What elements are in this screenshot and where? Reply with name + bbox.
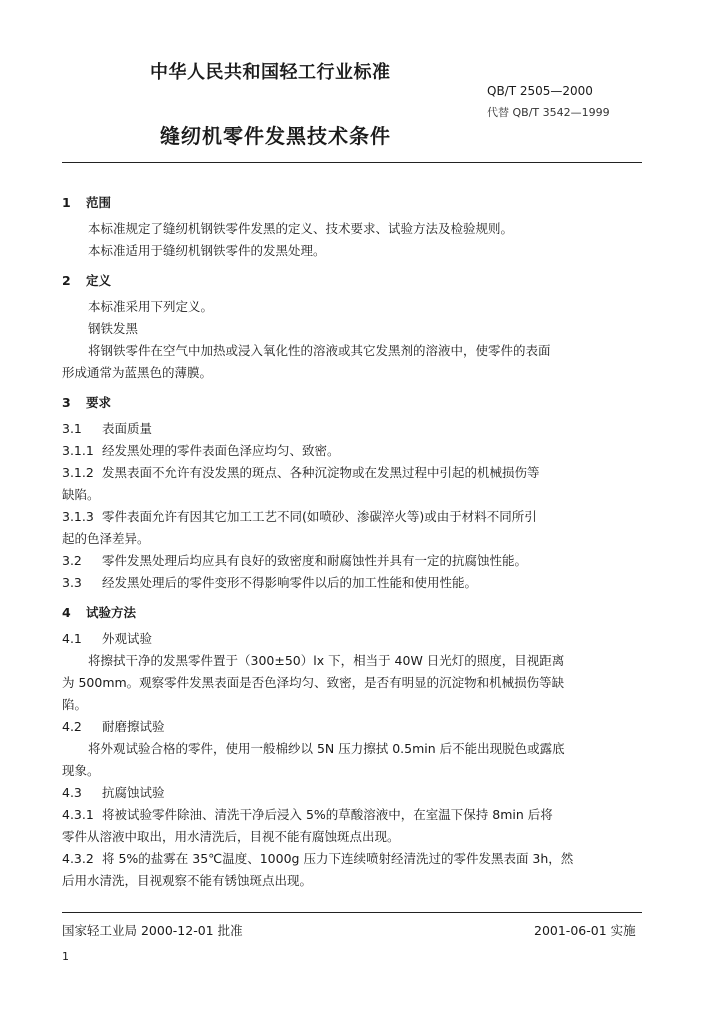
clause-continuation: 后用水清洗，目视观察不能有锈蚀斑点出现。 — [62, 873, 313, 888]
section-title: 定义 — [86, 273, 112, 288]
effective-date: 2001-06-01 实施 — [534, 923, 636, 938]
clause-3-2 — [62, 550, 642, 572]
clause-4-1 — [62, 628, 642, 650]
clause-number: 4.3 — [62, 785, 82, 800]
clause-4-3 — [62, 782, 642, 804]
clause-4-3-2 — [62, 848, 642, 870]
paragraph: 将钢铁零件在空气中加热或浸入氧化性的溶液或其它发黑剂的溶液中，使零件的表面 — [88, 343, 551, 358]
clause-text: 将 5%的盐雾在 35℃温度、1000g 压力下连续喷射经清洗过的零件发黑表面 3h，然 — [102, 851, 574, 866]
clause-continuation: 缺陷。 — [62, 487, 100, 502]
clause-title: 表面质量 — [102, 421, 153, 436]
paragraph: 本标准采用下列定义。 — [88, 299, 214, 314]
clause-number: 4.3.2 — [62, 851, 94, 866]
section-number: 1 — [62, 195, 71, 210]
section-1-heading — [62, 194, 642, 212]
issuing-body-heading: 中华人民共和国轻工行业标准 — [150, 62, 391, 83]
paragraph-continuation: 形成通常为蓝黑色的薄膜。 — [62, 365, 213, 380]
clause-continuation: 零件从溶液中取出，用水清洗后，目视不能有腐蚀斑点出现。 — [62, 829, 400, 844]
paragraph-continuation: 陷。 — [62, 697, 88, 712]
paragraph: 本标准适用于缝纫机钢铁零件的发黑处理。 — [88, 243, 326, 258]
clause-number: 3.1.2 — [62, 465, 94, 480]
clause-text: 经发黑处理后的零件变形不得影响零件以后的加工性能和使用性能。 — [102, 575, 478, 590]
clause-text: 将被试验零件除油、清洗干净后浸入 5%的草酸溶液中，在室温下保持 8min 后将 — [102, 807, 553, 822]
page-number: 1 — [62, 950, 69, 963]
section-title: 要求 — [86, 395, 112, 410]
clause-number: 3.1.3 — [62, 509, 94, 524]
clause-number: 3.2 — [62, 553, 82, 568]
clause-title: 耐磨擦试验 — [102, 719, 165, 734]
clause-text: 发黑表面不允许有没发黑的斑点、各种沉淀物或在发黑过程中引起的机械损伤等 — [102, 465, 540, 480]
section-title: 试验方法 — [86, 605, 137, 620]
clause-3-3 — [62, 572, 642, 594]
clause-4-2 — [62, 716, 642, 738]
clause-title: 抗腐蚀试验 — [102, 785, 165, 800]
section-4-heading — [62, 604, 642, 622]
paragraph: 将擦拭干净的发黑零件置于（300±50）lx 下，相当于 40W 日光灯的照度，目视距离 — [88, 653, 565, 668]
section-3-heading — [62, 394, 642, 412]
clause-number: 3.1.1 — [62, 443, 94, 458]
clause-number: 3.1 — [62, 421, 82, 436]
clause-text: 零件发黑处理后均应具有良好的致密度和耐腐蚀性并具有一定的抗腐蚀性能。 — [102, 553, 528, 568]
document-body — [62, 186, 642, 892]
footer-divider — [62, 912, 642, 913]
section-number: 2 — [62, 273, 71, 288]
paragraph: 本标准规定了缝纫机钢铁零件发黑的定义、技术要求、试验方法及检验规则。 — [88, 221, 514, 236]
clause-number: 3.3 — [62, 575, 82, 590]
clause-continuation: 起的色泽差异。 — [62, 531, 150, 546]
paragraph-continuation: 为 500mm。观察零件发黑表面是否色泽均匀、致密，是否有明显的沉淀物和机械损伤等缺 — [62, 675, 565, 690]
clause-3-1-3 — [62, 506, 642, 528]
approval-line: 国家轻工业局 2000-12-01 批准 — [62, 923, 243, 938]
clause-3-1-2 — [62, 462, 642, 484]
clause-number: 4.3.1 — [62, 807, 94, 822]
clause-number: 4.1 — [62, 631, 82, 646]
clause-3-1 — [62, 418, 642, 440]
header-divider — [62, 162, 642, 163]
standard-code: QB/T 2505—2000 — [487, 84, 593, 98]
clause-number: 4.2 — [62, 719, 82, 734]
clause-3-1-1 — [62, 440, 642, 462]
clause-text: 零件表面允许有因其它加工工艺不同(如喷砂、渗碳淬火等)或由于材料不同所引 — [102, 509, 537, 524]
clause-4-3-1 — [62, 804, 642, 826]
section-title: 范围 — [86, 195, 112, 210]
paragraph-continuation: 现象。 — [62, 763, 100, 778]
document-title: 缝纫机零件发黑技术条件 — [160, 124, 391, 148]
clause-text: 经发黑处理的零件表面色泽应均匀、致密。 — [102, 443, 340, 458]
paragraph: 将外观试验合格的零件，使用一般棉纱以 5N 压力擦拭 0.5min 后不能出现脱色或露底 — [88, 741, 565, 756]
term: 钢铁发黑 — [88, 321, 139, 336]
replaces-code: 代替 QB/T 3542—1999 — [487, 106, 610, 119]
section-number: 3 — [62, 395, 71, 410]
section-number: 4 — [62, 605, 71, 620]
section-2-heading — [62, 272, 642, 290]
clause-title: 外观试验 — [102, 631, 153, 646]
